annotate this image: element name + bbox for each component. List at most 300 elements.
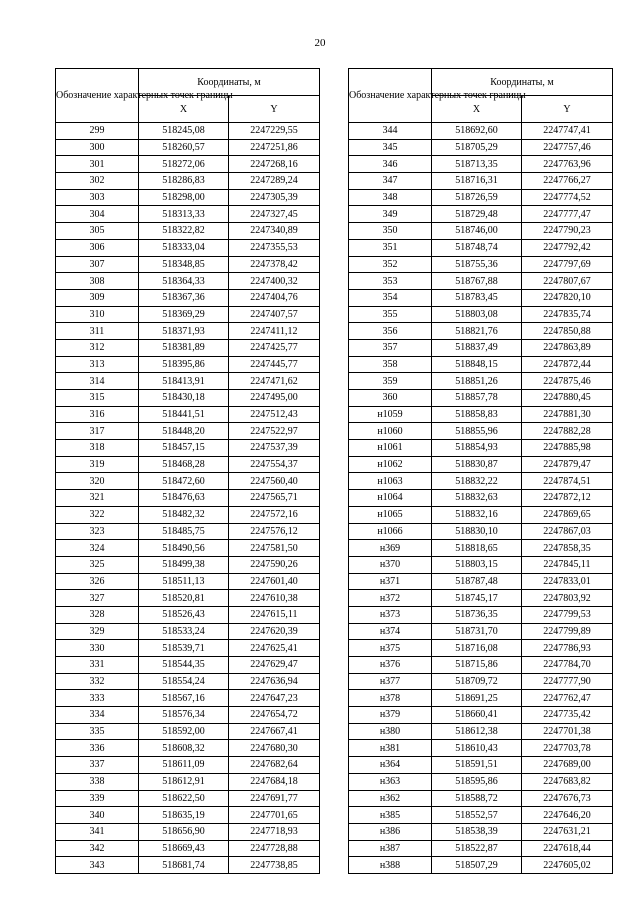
point-id-cell: 359 — [349, 373, 432, 390]
x-coordinate-cell: 518746,00 — [432, 223, 522, 240]
point-id-cell: 345 — [349, 139, 432, 156]
x-coordinate-cell: 518832,16 — [432, 506, 522, 523]
y-coordinate-cell: 2247747,41 — [522, 123, 613, 140]
point-id-cell: н387 — [349, 840, 432, 857]
table-row — [56, 523, 320, 540]
y-column-header: Y — [522, 96, 613, 123]
x-coordinate-cell: 518381,89 — [139, 339, 229, 356]
table-row — [349, 339, 613, 356]
x-coordinate-cell: 518656,90 — [139, 823, 229, 840]
table-row — [56, 256, 320, 273]
table-row — [56, 623, 320, 640]
y-coordinate-cell: 2247404,76 — [229, 289, 320, 306]
table-row — [349, 239, 613, 256]
table-row — [349, 206, 613, 223]
y-coordinate-cell: 2247576,12 — [229, 523, 320, 540]
y-coordinate-cell: 2247872,44 — [522, 356, 613, 373]
y-coordinate-cell: 2247572,16 — [229, 506, 320, 523]
y-coordinate-cell: 2247601,40 — [229, 573, 320, 590]
y-coordinate-cell: 2247251,86 — [229, 139, 320, 156]
coordinates-table-left — [55, 68, 320, 874]
x-coordinate-cell: 518333,04 — [139, 239, 229, 256]
y-coordinate-cell: 2247774,52 — [522, 189, 613, 206]
table-row — [56, 707, 320, 724]
x-coordinate-cell: 518783,45 — [432, 289, 522, 306]
point-id-cell: 331 — [56, 657, 139, 674]
y-coordinate-cell: 2247560,40 — [229, 473, 320, 490]
x-coordinate-cell: 518526,43 — [139, 606, 229, 623]
y-coordinate-cell: 2247684,18 — [229, 773, 320, 790]
table-row — [349, 523, 613, 540]
x-column-header: X — [432, 96, 522, 123]
y-coordinate-cell: 2247797,69 — [522, 256, 613, 273]
y-coordinate-cell: 2247701,65 — [229, 807, 320, 824]
y-coordinate-cell: 2247605,02 — [522, 857, 613, 874]
point-id-cell: н372 — [349, 590, 432, 607]
x-coordinate-cell: 518592,00 — [139, 723, 229, 740]
point-id-cell: 309 — [56, 289, 139, 306]
x-coordinate-cell: 518554,24 — [139, 673, 229, 690]
table-row — [349, 573, 613, 590]
y-coordinate-cell: 2247757,46 — [522, 139, 613, 156]
point-id-cell: 348 — [349, 189, 432, 206]
table-row — [349, 707, 613, 724]
y-coordinate-cell: 2247400,32 — [229, 273, 320, 290]
x-coordinate-cell: 518476,63 — [139, 490, 229, 507]
point-id-cell: н374 — [349, 623, 432, 640]
x-coordinate-cell: 518709,72 — [432, 673, 522, 690]
x-coordinate-cell: 518726,59 — [432, 189, 522, 206]
point-id-cell: 302 — [56, 173, 139, 190]
point-id-cell: 299 — [56, 123, 139, 140]
x-coordinate-cell: 518745,17 — [432, 590, 522, 607]
x-coordinate-cell: 518448,20 — [139, 423, 229, 440]
x-coordinate-cell: 518851,26 — [432, 373, 522, 390]
point-id-cell: н1061 — [349, 440, 432, 457]
point-id-cell: 311 — [56, 323, 139, 340]
x-coordinate-cell: 518713,35 — [432, 156, 522, 173]
coordinates-header: Координаты, м — [139, 69, 320, 96]
x-coordinate-cell: 518371,93 — [139, 323, 229, 340]
table-row — [56, 273, 320, 290]
y-coordinate-cell: 2247411,12 — [229, 323, 320, 340]
point-id-cell: 358 — [349, 356, 432, 373]
x-coordinate-cell: 518854,93 — [432, 440, 522, 457]
table-row — [349, 623, 613, 640]
x-coordinate-cell: 518552,57 — [432, 807, 522, 824]
table-row — [56, 289, 320, 306]
table-row — [349, 807, 613, 824]
table-row — [56, 857, 320, 874]
point-id-cell: 307 — [56, 256, 139, 273]
x-coordinate-cell: 518507,29 — [432, 857, 522, 874]
point-id-cell: 313 — [56, 356, 139, 373]
point-id-cell: 354 — [349, 289, 432, 306]
y-coordinate-cell: 2247850,88 — [522, 323, 613, 340]
point-id-cell: 342 — [56, 840, 139, 857]
x-coordinate-cell: 518395,86 — [139, 356, 229, 373]
y-coordinate-cell: 2247537,39 — [229, 440, 320, 457]
table-row — [349, 373, 613, 390]
point-id-cell: 323 — [56, 523, 139, 540]
y-coordinate-cell: 2247763,96 — [522, 156, 613, 173]
x-coordinate-cell: 518612,91 — [139, 773, 229, 790]
point-id-cell: 300 — [56, 139, 139, 156]
point-designation-header: Обозначение характерных точек границы — [56, 69, 139, 123]
point-id-cell: н379 — [349, 707, 432, 724]
table-row — [349, 289, 613, 306]
y-coordinate-cell: 2247512,43 — [229, 406, 320, 423]
y-coordinate-cell: 2247874,51 — [522, 473, 613, 490]
x-coordinate-cell: 518539,71 — [139, 640, 229, 657]
point-id-cell: н376 — [349, 657, 432, 674]
table-row — [56, 323, 320, 340]
y-coordinate-cell: 2247680,30 — [229, 740, 320, 757]
point-id-cell: н371 — [349, 573, 432, 590]
table-row — [349, 423, 613, 440]
coordinates-header: Координаты, м — [432, 69, 613, 96]
y-coordinate-cell: 2247867,03 — [522, 523, 613, 540]
table-row — [349, 690, 613, 707]
x-coordinate-cell: 518595,86 — [432, 773, 522, 790]
x-coordinate-cell: 518832,22 — [432, 473, 522, 490]
x-coordinate-cell: 518567,16 — [139, 690, 229, 707]
point-id-cell: 351 — [349, 239, 432, 256]
x-coordinate-cell: 518803,08 — [432, 306, 522, 323]
point-id-cell: 308 — [56, 273, 139, 290]
y-coordinate-cell: 2247845,11 — [522, 556, 613, 573]
x-coordinate-cell: 518736,35 — [432, 606, 522, 623]
y-coordinate-cell: 2247863,89 — [522, 339, 613, 356]
point-id-cell: 353 — [349, 273, 432, 290]
x-coordinate-cell: 518367,36 — [139, 289, 229, 306]
point-id-cell: 303 — [56, 189, 139, 206]
y-coordinate-cell: 2247882,28 — [522, 423, 613, 440]
point-id-cell: 321 — [56, 490, 139, 507]
y-coordinate-cell: 2247735,42 — [522, 707, 613, 724]
point-id-cell: 356 — [349, 323, 432, 340]
point-id-cell: 327 — [56, 590, 139, 607]
table-row — [56, 807, 320, 824]
y-coordinate-cell: 2247327,45 — [229, 206, 320, 223]
table-row — [56, 406, 320, 423]
table-row — [56, 790, 320, 807]
y-coordinate-cell: 2247522,97 — [229, 423, 320, 440]
table-row — [349, 323, 613, 340]
table-row — [349, 506, 613, 523]
table-row — [349, 139, 613, 156]
x-coordinate-cell: 518538,39 — [432, 823, 522, 840]
x-coordinate-cell: 518787,48 — [432, 573, 522, 590]
y-coordinate-cell: 2247378,42 — [229, 256, 320, 273]
table-row — [349, 790, 613, 807]
table-row — [349, 740, 613, 757]
y-coordinate-cell: 2247799,53 — [522, 606, 613, 623]
x-coordinate-cell: 518692,60 — [432, 123, 522, 140]
y-coordinate-cell: 2247581,50 — [229, 540, 320, 557]
y-coordinate-cell: 2247885,98 — [522, 440, 613, 457]
right-table-body — [349, 123, 613, 874]
point-id-cell: 326 — [56, 573, 139, 590]
point-id-cell: н381 — [349, 740, 432, 757]
x-coordinate-cell: 518468,28 — [139, 456, 229, 473]
table-row — [349, 540, 613, 557]
point-id-cell: 335 — [56, 723, 139, 740]
point-id-cell: 314 — [56, 373, 139, 390]
table-row — [349, 490, 613, 507]
x-coordinate-cell: 518369,29 — [139, 306, 229, 323]
point-id-cell: 317 — [56, 423, 139, 440]
y-coordinate-cell: 2247676,73 — [522, 790, 613, 807]
point-id-cell: 346 — [349, 156, 432, 173]
x-coordinate-cell: 518472,60 — [139, 473, 229, 490]
x-coordinate-cell: 518755,36 — [432, 256, 522, 273]
y-coordinate-cell: 2247807,67 — [522, 273, 613, 290]
x-coordinate-cell: 518588,72 — [432, 790, 522, 807]
y-coordinate-cell: 2247289,24 — [229, 173, 320, 190]
y-coordinate-cell: 2247833,01 — [522, 573, 613, 590]
x-coordinate-cell: 518803,15 — [432, 556, 522, 573]
table-row — [56, 573, 320, 590]
x-coordinate-cell: 518499,38 — [139, 556, 229, 573]
x-coordinate-cell: 518855,96 — [432, 423, 522, 440]
x-coordinate-cell: 518430,18 — [139, 390, 229, 407]
y-coordinate-cell: 2247728,88 — [229, 840, 320, 857]
y-coordinate-cell: 2247835,74 — [522, 306, 613, 323]
y-coordinate-cell: 2247881,30 — [522, 406, 613, 423]
point-id-cell: 310 — [56, 306, 139, 323]
point-id-cell: 347 — [349, 173, 432, 190]
point-designation-header: Обозначение характерных точек границы — [349, 69, 432, 123]
point-id-cell: 306 — [56, 239, 139, 256]
y-coordinate-cell: 2247738,85 — [229, 857, 320, 874]
point-id-cell: 355 — [349, 306, 432, 323]
y-coordinate-cell: 2247305,39 — [229, 189, 320, 206]
y-coordinate-cell: 2247803,92 — [522, 590, 613, 607]
table-row — [349, 657, 613, 674]
y-coordinate-cell: 2247689,00 — [522, 757, 613, 774]
table-row — [349, 723, 613, 740]
x-coordinate-cell: 518608,32 — [139, 740, 229, 757]
y-coordinate-cell: 2247565,71 — [229, 490, 320, 507]
point-id-cell: н375 — [349, 640, 432, 657]
table-row — [349, 556, 613, 573]
x-coordinate-cell: 518716,31 — [432, 173, 522, 190]
x-coordinate-cell: 518830,10 — [432, 523, 522, 540]
y-coordinate-cell: 2247766,27 — [522, 173, 613, 190]
point-id-cell: 324 — [56, 540, 139, 557]
table-row — [349, 406, 613, 423]
table-row — [349, 356, 613, 373]
x-coordinate-cell: 518731,70 — [432, 623, 522, 640]
point-id-cell: 357 — [349, 339, 432, 356]
table-row — [349, 123, 613, 140]
table-row — [56, 173, 320, 190]
point-id-cell: 343 — [56, 857, 139, 874]
x-coordinate-cell: 518715,86 — [432, 657, 522, 674]
table-row — [56, 840, 320, 857]
table-row — [349, 256, 613, 273]
y-coordinate-cell: 2247495,00 — [229, 390, 320, 407]
point-id-cell: 312 — [56, 339, 139, 356]
point-id-cell: н377 — [349, 673, 432, 690]
point-id-cell: 333 — [56, 690, 139, 707]
point-id-cell: н386 — [349, 823, 432, 840]
table-row — [349, 640, 613, 657]
y-coordinate-cell: 2247869,65 — [522, 506, 613, 523]
point-id-cell: н385 — [349, 807, 432, 824]
table-row — [56, 423, 320, 440]
x-coordinate-cell: 518705,29 — [432, 139, 522, 156]
point-id-cell: н1063 — [349, 473, 432, 490]
y-coordinate-cell: 2247355,53 — [229, 239, 320, 256]
point-id-cell: н1060 — [349, 423, 432, 440]
y-coordinate-cell: 2247625,41 — [229, 640, 320, 657]
y-coordinate-cell: 2247631,21 — [522, 823, 613, 840]
y-coordinate-cell: 2247629,47 — [229, 657, 320, 674]
x-coordinate-cell: 518533,24 — [139, 623, 229, 640]
y-coordinate-cell: 2247620,39 — [229, 623, 320, 640]
y-coordinate-cell: 2247790,23 — [522, 223, 613, 240]
y-coordinate-cell: 2247654,72 — [229, 707, 320, 724]
x-coordinate-cell: 518544,35 — [139, 657, 229, 674]
table-row — [349, 156, 613, 173]
x-coordinate-cell: 518635,19 — [139, 807, 229, 824]
x-coordinate-cell: 518490,56 — [139, 540, 229, 557]
point-id-cell: 316 — [56, 406, 139, 423]
x-coordinate-cell: 518818,65 — [432, 540, 522, 557]
x-coordinate-cell: 518511,13 — [139, 573, 229, 590]
table-row — [56, 640, 320, 657]
table-row — [56, 156, 320, 173]
x-coordinate-cell: 518716,08 — [432, 640, 522, 657]
x-coordinate-cell: 518413,91 — [139, 373, 229, 390]
table-row — [349, 223, 613, 240]
table-row — [56, 490, 320, 507]
table-row — [56, 339, 320, 356]
point-id-cell: 350 — [349, 223, 432, 240]
table-row — [56, 540, 320, 557]
y-coordinate-cell: 2247471,62 — [229, 373, 320, 390]
y-coordinate-cell: 2247646,20 — [522, 807, 613, 824]
point-id-cell: 304 — [56, 206, 139, 223]
table-row — [56, 506, 320, 523]
x-coordinate-cell: 518691,25 — [432, 690, 522, 707]
y-coordinate-cell: 2247875,46 — [522, 373, 613, 390]
table-row — [56, 556, 320, 573]
point-id-cell: 315 — [56, 390, 139, 407]
point-id-cell: 325 — [56, 556, 139, 573]
point-id-cell: 330 — [56, 640, 139, 657]
point-id-cell: 318 — [56, 440, 139, 457]
point-id-cell: н370 — [349, 556, 432, 573]
y-coordinate-cell: 2247880,45 — [522, 390, 613, 407]
y-coordinate-cell: 2247445,77 — [229, 356, 320, 373]
x-coordinate-cell: 518660,41 — [432, 707, 522, 724]
x-coordinate-cell: 518858,83 — [432, 406, 522, 423]
x-coordinate-cell: 518610,43 — [432, 740, 522, 757]
table-row — [349, 473, 613, 490]
page-number: 20 — [314, 37, 326, 49]
y-coordinate-cell: 2247701,38 — [522, 723, 613, 740]
point-id-cell: н1066 — [349, 523, 432, 540]
point-id-cell: н364 — [349, 757, 432, 774]
x-coordinate-cell: 518348,85 — [139, 256, 229, 273]
y-coordinate-cell: 2247683,82 — [522, 773, 613, 790]
point-id-cell: н1062 — [349, 456, 432, 473]
y-coordinate-cell: 2247425,77 — [229, 339, 320, 356]
point-id-cell: н1059 — [349, 406, 432, 423]
y-coordinate-cell: 2247682,64 — [229, 757, 320, 774]
point-id-cell: 334 — [56, 707, 139, 724]
table-row — [56, 189, 320, 206]
y-coordinate-cell: 2247777,90 — [522, 673, 613, 690]
y-coordinate-cell: 2247610,38 — [229, 590, 320, 607]
x-coordinate-cell: 518457,15 — [139, 440, 229, 457]
x-coordinate-cell: 518482,32 — [139, 506, 229, 523]
point-id-cell: 301 — [56, 156, 139, 173]
x-coordinate-cell: 518681,74 — [139, 857, 229, 874]
y-coordinate-cell: 2247590,26 — [229, 556, 320, 573]
x-coordinate-cell: 518520,81 — [139, 590, 229, 607]
table-row — [56, 757, 320, 774]
point-id-cell: 329 — [56, 623, 139, 640]
table-row — [56, 473, 320, 490]
table-row — [349, 456, 613, 473]
x-coordinate-cell: 518830,87 — [432, 456, 522, 473]
point-id-cell: 320 — [56, 473, 139, 490]
table-row — [56, 356, 320, 373]
y-coordinate-cell: 2247615,11 — [229, 606, 320, 623]
x-coordinate-cell: 518832,63 — [432, 490, 522, 507]
table-row — [349, 306, 613, 323]
y-coordinate-cell: 2247636,94 — [229, 673, 320, 690]
x-coordinate-cell: 518576,34 — [139, 707, 229, 724]
table-row — [56, 740, 320, 757]
x-coordinate-cell: 518612,38 — [432, 723, 522, 740]
table-row — [349, 189, 613, 206]
table-row — [56, 139, 320, 156]
table-row — [349, 840, 613, 857]
point-id-cell: 332 — [56, 673, 139, 690]
table-row — [349, 757, 613, 774]
table-row — [56, 390, 320, 407]
point-id-cell: 349 — [349, 206, 432, 223]
table-row — [349, 173, 613, 190]
x-coordinate-cell: 518313,33 — [139, 206, 229, 223]
y-coordinate-cell: 2247786,93 — [522, 640, 613, 657]
y-coordinate-cell: 2247554,37 — [229, 456, 320, 473]
point-id-cell: н388 — [349, 857, 432, 874]
y-coordinate-cell: 2247777,47 — [522, 206, 613, 223]
coordinates-table-right — [348, 68, 613, 874]
y-coordinate-cell: 2247879,47 — [522, 456, 613, 473]
table-row — [56, 223, 320, 240]
x-coordinate-cell: 518260,57 — [139, 139, 229, 156]
y-coordinate-cell: 2247799,89 — [522, 623, 613, 640]
x-coordinate-cell: 518286,83 — [139, 173, 229, 190]
x-coordinate-cell: 518848,15 — [432, 356, 522, 373]
point-id-cell: 305 — [56, 223, 139, 240]
y-coordinate-cell: 2247268,16 — [229, 156, 320, 173]
table-row — [56, 456, 320, 473]
table-row — [349, 606, 613, 623]
table-row — [56, 123, 320, 140]
x-coordinate-cell: 518591,51 — [432, 757, 522, 774]
table-row — [349, 590, 613, 607]
y-coordinate-cell: 2247229,55 — [229, 123, 320, 140]
table-row — [56, 206, 320, 223]
